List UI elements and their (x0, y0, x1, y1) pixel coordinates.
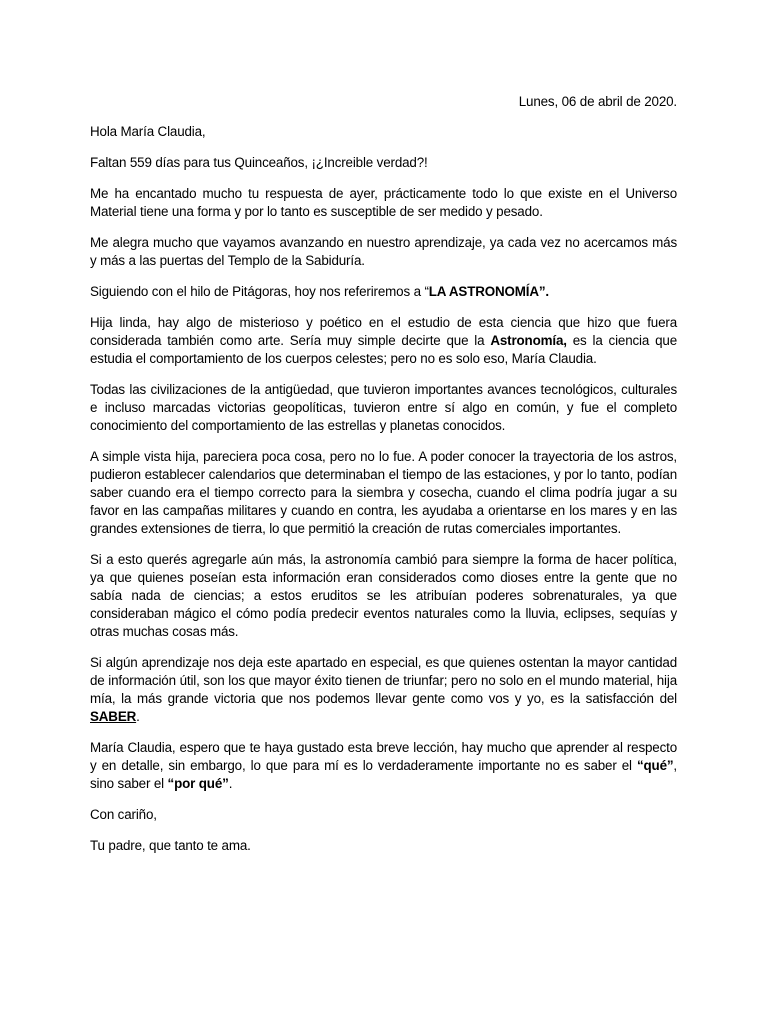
paragraph-civilizations: Todas las civilizaciones de la antigüedad, que tuvieron importantes avances tecnológicos, culturales e incluso marcadas victorias geopolíticas, tuvieron entre sí algo en común, y fue el completo conocimiento del comportamiento de las estrellas y planetas conocidos. (90, 382, 677, 433)
paragraph-pythagoras (90, 283, 677, 301)
paragraph-text: , sino saber el (90, 758, 677, 791)
paragraph-text: María Claudia, espero que te haya gustado esta breve lección, hay mucho que aprender al respecto y en detalle, sin embargo, lo que para mí es lo verdaderamente importante no es saber el (90, 740, 677, 773)
letter-page (90, 93, 677, 868)
paragraph-calendars: A simple vista hija, pareciera poca cosa, pero no lo fue. A poder conocer la trayectoria de los astros, pudieron establecer calendarios que determinaban el tiempo de las estaciones, y por lo tanto, podían saber cuando era el tiempo correcto para la siembra y cosecha, cuando el clima podría jugar a su favor en las campañas militares y cuando en contra, les ayudaba a orientarse en los mares y en las grandes extensiones de tierra, lo que permitió la creación de rutas comerciales importantes. (90, 449, 677, 536)
paragraph-universe: Me ha encantado mucho tu respuesta de ayer, prácticamente todo lo que existe en el Universo Material tiene una forma y por lo tanto es susceptible de ser medido y pesado. (90, 186, 677, 219)
paragraph-text: Hija linda, hay algo de misterioso y poético en el estudio de esta ciencia que hizo que fuera considerada también como arte. Sería muy simple decirte que la (90, 315, 677, 348)
que-term: “qué” (636, 758, 674, 773)
paragraph-knowledge (90, 654, 677, 726)
paragraph-definition (90, 314, 677, 368)
astronomy-title: LA ASTRONOMÍA”. (428, 284, 550, 299)
letter-date: Lunes, 06 de abril de 2020. (518, 94, 677, 109)
paragraph-text: Si algún aprendizaje nos deja este apartado en especial, es que quienes ostentan la mayor cantidad de información útil, son los que mayor éxito tienen de triunfar; pero no solo en el mundo material, hija mía, la más grande victoria que nos podemos llevar gente como vos y yo, es la satisfacción del (90, 655, 677, 706)
paragraph-politics: Si a esto querés agregarle aún más, la astronomía cambió para siempre la forma de hacer política, ya que quienes poseían esta información eran considerados como dioses entre la gente que no sabía nada de ciencias; a estos eruditos se les atribuían poderes sobrenaturales, ya que consideraban mágico el cómo podía predecir eventos naturales como la lluvia, eclipses, sequías y otras muchas cosas más. (90, 552, 677, 639)
signature: Tu padre, que tanto te ama. (90, 838, 251, 853)
paragraph-countdown: Faltan 559 días para tus Quinceaños, ¡¿Increible verdad?! (90, 155, 428, 170)
paragraph-text: . (228, 776, 233, 791)
paragraph-lesson (90, 739, 677, 793)
paragraph-learning: Me alegra mucho que vayamos avanzando en nuestro aprendizaje, ya cada vez no acercamos más y más a las puertas del Templo de la Sabiduría. (90, 235, 677, 268)
saber-term: SABER (90, 709, 137, 724)
paragraph-text: . (136, 709, 140, 724)
paragraph-text: Siguiendo con el hilo de Pitágoras, hoy nos referiremos a “ (90, 284, 429, 299)
astronomy-term: Astronomía, (490, 333, 567, 348)
por-que-term: “por qué” (167, 776, 229, 791)
greeting: Hola María Claudia, (90, 124, 206, 139)
closing: Con cariño, (90, 807, 157, 822)
paragraph-text: es la ciencia que estudia el comportamiento de los cuerpos celestes; pero no es solo eso, María Claudia. (90, 333, 677, 366)
